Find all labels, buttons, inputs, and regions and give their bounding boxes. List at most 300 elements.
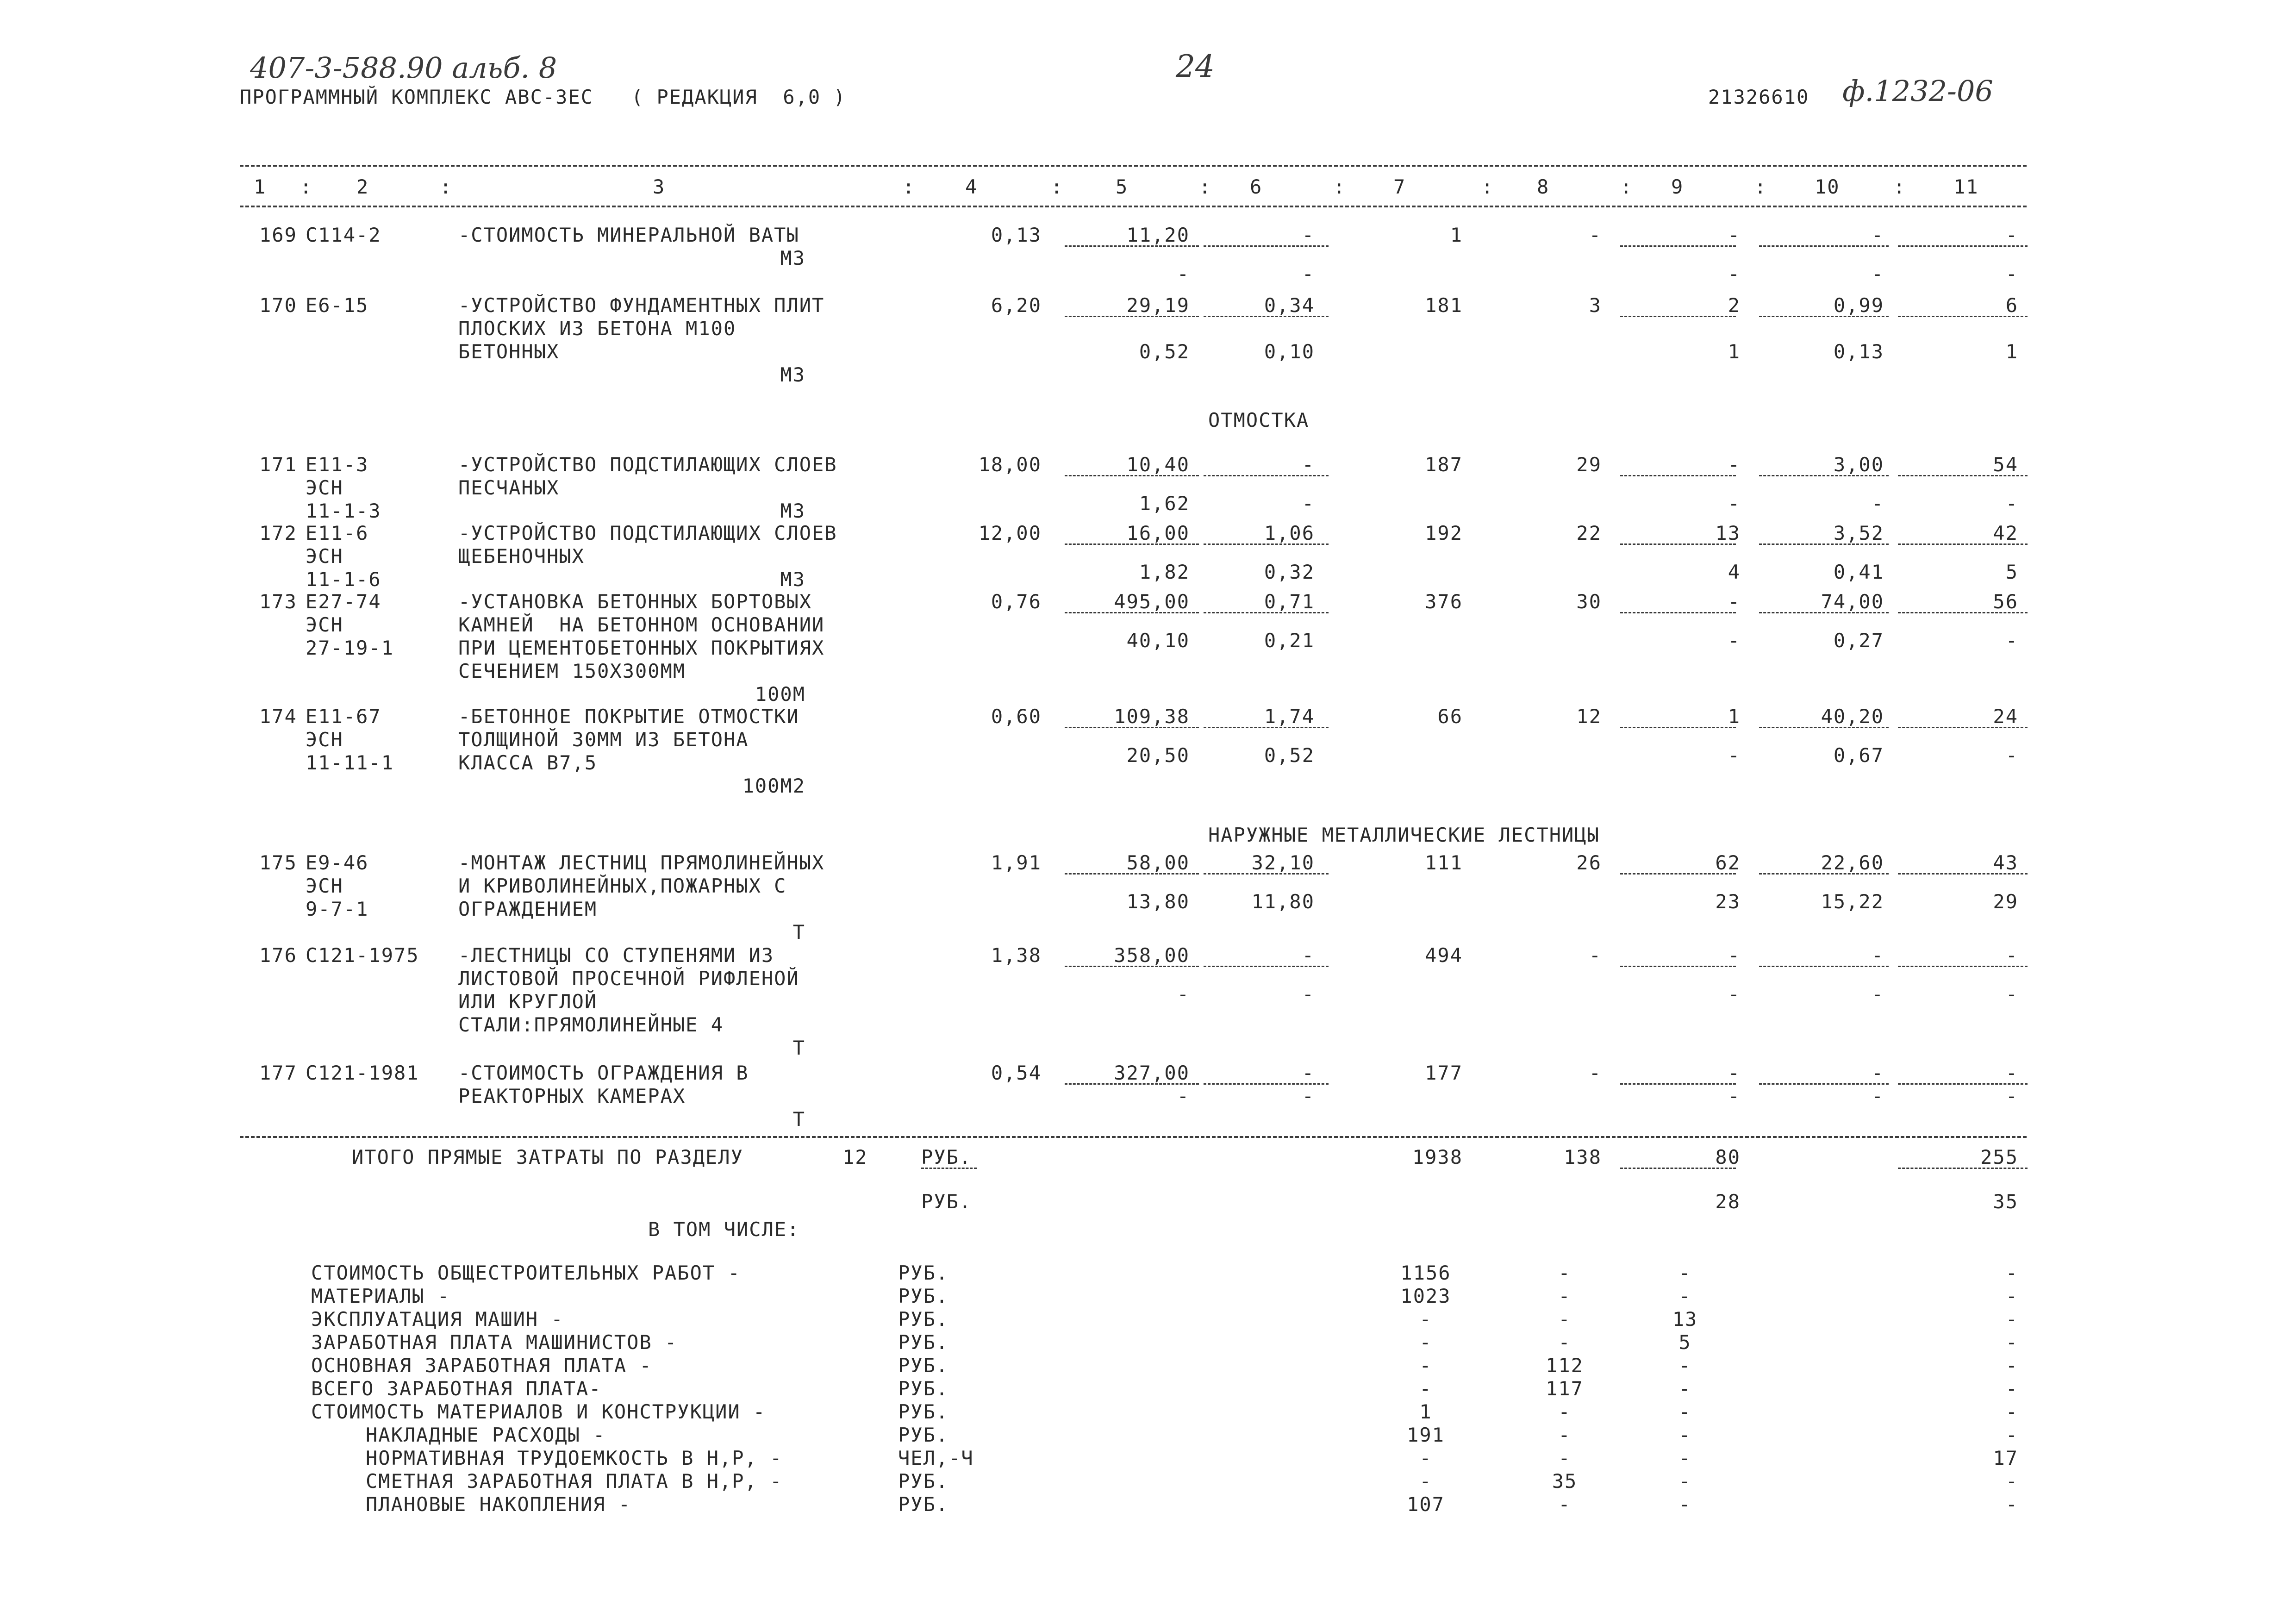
breakdown-c9: - bbox=[1678, 1377, 1691, 1400]
cell-c9b: 4 bbox=[1728, 561, 1741, 583]
cell-c5b: 13,80 bbox=[1126, 890, 1190, 913]
row-description: ЩЕБЕНОЧНЫХ bbox=[458, 545, 585, 568]
cell-c9b: - bbox=[1728, 262, 1741, 285]
breakdown-c8: 112 bbox=[1546, 1354, 1584, 1377]
cell-c5b: - bbox=[1177, 262, 1190, 285]
cell-c8: 3 bbox=[1589, 294, 1602, 317]
cell-c7: 494 bbox=[1425, 944, 1463, 967]
divider-c6 bbox=[1204, 612, 1329, 613]
cell-c9: - bbox=[1728, 1062, 1741, 1084]
breakdown-c9: - bbox=[1678, 1400, 1691, 1423]
breakdown-c11: - bbox=[2005, 1400, 2018, 1423]
divider-c5 bbox=[1065, 316, 1199, 317]
breakdown-c9: - bbox=[1678, 1262, 1691, 1284]
cell-c5: 109,38 bbox=[1114, 705, 1190, 728]
including-label: В ТОМ ЧИСЛЕ: bbox=[648, 1218, 800, 1241]
cell-c5b: - bbox=[1177, 983, 1190, 1006]
cell-c4: 0,60 bbox=[991, 705, 1042, 728]
row-code: 11-1-6 bbox=[306, 568, 381, 591]
row-code: Е6-15 bbox=[306, 294, 369, 317]
breakdown-label: МАТЕРИАЛЫ - bbox=[311, 1285, 450, 1307]
cell-c4: 0,76 bbox=[991, 590, 1042, 613]
column-header-9: 9 bbox=[1671, 175, 1684, 198]
breakdown-c7: 1 bbox=[1419, 1400, 1432, 1423]
row-unit: 100М bbox=[755, 683, 805, 706]
divider-c11 bbox=[1898, 727, 2028, 728]
column-header-8: 8 bbox=[1537, 175, 1550, 198]
row-code: 27-19-1 bbox=[306, 637, 394, 659]
divider-c9 bbox=[1620, 543, 1736, 545]
breakdown-c7: 107 bbox=[1407, 1493, 1445, 1516]
cell-c9b: 1 bbox=[1728, 340, 1741, 363]
row-description: БЕТОННЫХ bbox=[458, 340, 560, 363]
cell-c10: 74,00 bbox=[1821, 590, 1884, 613]
breakdown-c8: - bbox=[1558, 1331, 1571, 1354]
breakdown-unit: РУБ. bbox=[898, 1493, 949, 1516]
cell-c11b: - bbox=[2005, 1085, 2018, 1107]
divider-c5 bbox=[1065, 612, 1199, 613]
row-unit: Т bbox=[792, 1037, 805, 1059]
row-number: 173 bbox=[259, 590, 297, 613]
row-code: 11-1-3 bbox=[306, 500, 381, 522]
cell-c11: 42 bbox=[1993, 522, 2018, 544]
breakdown-c8: - bbox=[1558, 1447, 1571, 1469]
breakdown-c9: - bbox=[1678, 1470, 1691, 1493]
cell-c7: 181 bbox=[1425, 294, 1463, 317]
breakdown-label: ЭКСПЛУАТАЦИЯ МАШИН - bbox=[311, 1308, 564, 1330]
total-c9-second: 28 bbox=[1715, 1190, 1741, 1213]
column-header-10: 10 bbox=[1815, 175, 1840, 198]
row-code: 11-11-1 bbox=[306, 751, 394, 774]
cell-c6: 0,34 bbox=[1264, 294, 1315, 317]
total-c11: 255 bbox=[1980, 1146, 2018, 1168]
column-header-6: 6 bbox=[1250, 175, 1263, 198]
cell-c11: - bbox=[2005, 1062, 2018, 1084]
row-code: ЭСН bbox=[306, 545, 343, 568]
row-unit: М3 bbox=[780, 568, 805, 591]
breakdown-c8: - bbox=[1558, 1400, 1571, 1423]
breakdown-c9: - bbox=[1678, 1493, 1691, 1516]
row-number: 174 bbox=[259, 705, 297, 728]
cell-c9b: - bbox=[1728, 492, 1741, 515]
cell-c11b: - bbox=[2005, 492, 2018, 515]
column-separator: : bbox=[1051, 175, 1064, 198]
divider-c9 bbox=[1620, 1083, 1736, 1085]
row-code: Е11-67 bbox=[306, 705, 381, 728]
cell-c5b: 1,82 bbox=[1139, 561, 1190, 583]
cell-c5: 58,00 bbox=[1126, 851, 1190, 874]
breakdown-c9: - bbox=[1678, 1285, 1691, 1307]
divider-c11 bbox=[1898, 873, 2028, 874]
divider-c10 bbox=[1759, 612, 1889, 613]
cell-c5b: 40,10 bbox=[1126, 629, 1190, 652]
cell-c10b: 0,41 bbox=[1833, 561, 1884, 583]
cell-c5b: 1,62 bbox=[1139, 492, 1190, 515]
divider-c9 bbox=[1620, 966, 1736, 967]
divider-c9 bbox=[1620, 475, 1736, 476]
breakdown-unit: РУБ. bbox=[898, 1308, 949, 1330]
breakdown-label: СМЕТНАЯ ЗАРАБОТНАЯ ПЛАТА В Н,Р, - bbox=[366, 1470, 783, 1493]
column-header-11: 11 bbox=[1953, 175, 1979, 198]
row-unit: Т bbox=[792, 1108, 805, 1131]
breakdown-c8: - bbox=[1558, 1308, 1571, 1330]
handwritten-reference: 407-3-588.90 альб. 8 bbox=[250, 51, 557, 85]
cell-c8: 12 bbox=[1576, 705, 1602, 728]
row-description: ИЛИ КРУГЛОЙ bbox=[458, 990, 598, 1013]
divider-c9 bbox=[1620, 316, 1736, 317]
cell-c10: 3,00 bbox=[1833, 453, 1884, 476]
column-separator: : bbox=[903, 175, 916, 198]
cell-c6b: 11,80 bbox=[1251, 890, 1315, 913]
cell-c5: 327,00 bbox=[1114, 1062, 1190, 1084]
cell-c11: 6 bbox=[2005, 294, 2018, 317]
breakdown-label: ЗАРАБОТНАЯ ПЛАТА МАШИНИСТОВ - bbox=[311, 1331, 678, 1354]
cell-c11b: 1 bbox=[2005, 340, 2018, 363]
cell-c5b: 0,52 bbox=[1139, 340, 1190, 363]
breakdown-c7: - bbox=[1419, 1354, 1432, 1377]
cell-c10b: 0,13 bbox=[1833, 340, 1884, 363]
breakdown-label: ОСНОВНАЯ ЗАРАБОТНАЯ ПЛАТА - bbox=[311, 1354, 652, 1377]
cell-c9b: - bbox=[1728, 744, 1741, 767]
column-separator: : bbox=[1620, 175, 1633, 198]
row-description: ТОЛЩИНОЙ 30ММ ИЗ БЕТОНА bbox=[458, 728, 749, 751]
table-bottom-rule bbox=[240, 1136, 2027, 1138]
cell-c8: 26 bbox=[1576, 851, 1602, 874]
column-separator: : bbox=[1333, 175, 1346, 198]
breakdown-label: СТОИМОСТЬ МАТЕРИАЛОВ И КОНСТРУКЦИИ - bbox=[311, 1400, 766, 1423]
cell-c6: - bbox=[1302, 944, 1315, 967]
cell-c11: 54 bbox=[1993, 453, 2018, 476]
divider-c11 bbox=[1898, 245, 2028, 247]
row-description: -УСТРОЙСТВО ПОДСТИЛАЮЩИХ СЛОЕВ bbox=[458, 522, 837, 544]
cell-c6: 32,10 bbox=[1251, 851, 1315, 874]
total-c9: 80 bbox=[1715, 1146, 1741, 1168]
total-unit-second: РУБ. bbox=[921, 1190, 972, 1213]
divider-c6 bbox=[1204, 245, 1329, 247]
cell-c11b: 29 bbox=[1993, 890, 2018, 913]
row-number: 177 bbox=[259, 1062, 297, 1084]
divider-c6 bbox=[1204, 316, 1329, 317]
cell-c5: 11,20 bbox=[1126, 224, 1190, 246]
total-divider-c11 bbox=[1898, 1168, 2028, 1169]
column-header-7: 7 bbox=[1393, 175, 1406, 198]
cell-c4: 12,00 bbox=[978, 522, 1042, 544]
cell-c7: 376 bbox=[1425, 590, 1463, 613]
divider-c9 bbox=[1620, 873, 1736, 874]
cell-c6: - bbox=[1302, 1062, 1315, 1084]
divider-c5 bbox=[1065, 966, 1199, 967]
cell-c10b: - bbox=[1871, 262, 1884, 285]
row-code: ЭСН bbox=[306, 613, 343, 636]
total-c7: 1938 bbox=[1412, 1146, 1463, 1168]
cell-c6b: 0,21 bbox=[1264, 629, 1315, 652]
row-description: -ЛЕСТНИЦЫ СО СТУПЕНЯМИ ИЗ bbox=[458, 944, 774, 967]
page-header bbox=[0, 0, 2296, 139]
row-description: ЛИСТОВОЙ ПРОСЕЧНОЙ РИФЛЕНОЙ bbox=[458, 967, 799, 990]
cell-c7: 177 bbox=[1425, 1062, 1463, 1084]
cell-c9: - bbox=[1728, 453, 1741, 476]
total-unit: РУБ. bbox=[921, 1146, 972, 1168]
table-top-rule bbox=[240, 165, 2027, 167]
row-description: КАМНЕЙ НА БЕТОННОМ ОСНОВАНИИ bbox=[458, 613, 825, 636]
divider-c5 bbox=[1065, 475, 1199, 476]
breakdown-c11: - bbox=[2005, 1377, 2018, 1400]
divider-c9 bbox=[1620, 727, 1736, 728]
row-description: -СТОИМОСТЬ МИНЕРАЛЬНОЙ ВАТЫ bbox=[458, 224, 799, 246]
page-number: 24 bbox=[1176, 49, 1215, 84]
cell-c9: - bbox=[1728, 224, 1741, 246]
handwritten-code: ф.1232-06 bbox=[1842, 74, 1993, 108]
breakdown-c7: - bbox=[1419, 1308, 1432, 1330]
divider-c9 bbox=[1620, 245, 1736, 247]
breakdown-c11: - bbox=[2005, 1308, 2018, 1330]
breakdown-unit: РУБ. bbox=[898, 1424, 949, 1446]
column-header-3: 3 bbox=[653, 175, 666, 198]
divider-c11 bbox=[1898, 316, 2028, 317]
row-number: 171 bbox=[259, 453, 297, 476]
cell-c5: 495,00 bbox=[1114, 590, 1190, 613]
cell-c7: 66 bbox=[1437, 705, 1463, 728]
breakdown-label: СТОИМОСТЬ ОБЩЕСТРОИТЕЛЬНЫХ РАБОТ - bbox=[311, 1262, 741, 1284]
breakdown-unit: ЧЕЛ,-Ч bbox=[898, 1447, 974, 1469]
cell-c9b: - bbox=[1728, 1085, 1741, 1107]
total-label: ИТОГО ПРЯМЫЕ ЗАТРАТЫ ПО РАЗДЕЛУ bbox=[352, 1146, 743, 1168]
divider-c10 bbox=[1759, 873, 1889, 874]
cell-c10: - bbox=[1871, 944, 1884, 967]
row-code: С121-1981 bbox=[306, 1062, 419, 1084]
row-description: -МОНТАЖ ЛЕСТНИЦ ПРЯМОЛИНЕЙНЫХ bbox=[458, 851, 825, 874]
column-header-4: 4 bbox=[965, 175, 978, 198]
column-header-1: 1 bbox=[254, 175, 267, 198]
cell-c10: 22,60 bbox=[1821, 851, 1884, 874]
total-c8: 138 bbox=[1564, 1146, 1602, 1168]
row-code: С114-2 bbox=[306, 224, 381, 246]
cell-c8: 30 bbox=[1576, 590, 1602, 613]
cell-c5b: - bbox=[1177, 1085, 1190, 1107]
cell-c8: 22 bbox=[1576, 522, 1602, 544]
breakdown-c9: 5 bbox=[1678, 1331, 1691, 1354]
row-description: КЛАССА В7,5 bbox=[458, 751, 598, 774]
breakdown-c9: 13 bbox=[1672, 1308, 1698, 1330]
cell-c10: 40,20 bbox=[1821, 705, 1884, 728]
breakdown-c11: 17 bbox=[1993, 1447, 2018, 1469]
cell-c11: - bbox=[2005, 944, 2018, 967]
row-description: ПЛОСКИХ ИЗ БЕТОНА М100 bbox=[458, 317, 736, 340]
breakdown-label: НОРМАТИВНАЯ ТРУДОЕМКОСТЬ В Н,Р, - bbox=[366, 1447, 783, 1469]
breakdown-c11: - bbox=[2005, 1493, 2018, 1516]
row-number: 176 bbox=[259, 944, 297, 967]
divider-c10 bbox=[1759, 966, 1889, 967]
cell-c9: 62 bbox=[1715, 851, 1741, 874]
breakdown-unit: РУБ. bbox=[898, 1377, 949, 1400]
column-separator: : bbox=[300, 175, 313, 198]
cell-c10b: 0,67 bbox=[1833, 744, 1884, 767]
cell-c10b: 0,27 bbox=[1833, 629, 1884, 652]
breakdown-unit: РУБ. bbox=[898, 1400, 949, 1423]
row-description: ПРИ ЦЕМЕНТОБЕТОННЫХ ПОКРЫТИЯХ bbox=[458, 637, 825, 659]
breakdown-c7: - bbox=[1419, 1331, 1432, 1354]
breakdown-unit: РУБ. bbox=[898, 1262, 949, 1284]
cell-c11b: - bbox=[2005, 744, 2018, 767]
document-code: 21326610 bbox=[1708, 86, 1809, 108]
row-unit: Т bbox=[792, 921, 805, 943]
cell-c9b: 23 bbox=[1715, 890, 1741, 913]
row-description: ПЕСЧАНЫХ bbox=[458, 476, 560, 499]
breakdown-c11: - bbox=[2005, 1331, 2018, 1354]
row-number: 175 bbox=[259, 851, 297, 874]
cell-c5: 10,40 bbox=[1126, 453, 1190, 476]
breakdown-c11: - bbox=[2005, 1285, 2018, 1307]
divider-c11 bbox=[1898, 543, 2028, 545]
cell-c6: - bbox=[1302, 453, 1315, 476]
total-c11-second: 35 bbox=[1993, 1190, 2018, 1213]
breakdown-c8: - bbox=[1558, 1424, 1571, 1446]
breakdown-c7: - bbox=[1419, 1447, 1432, 1469]
divider-c5 bbox=[1065, 245, 1199, 247]
cell-c7: 111 bbox=[1425, 851, 1463, 874]
row-description: СЕЧЕНИЕМ 150Х300ММ bbox=[458, 660, 686, 682]
section-title-stairs: НАРУЖНЫЕ МЕТАЛЛИЧЕСКИЕ ЛЕСТНИЦЫ bbox=[1208, 824, 1600, 846]
divider-c11 bbox=[1898, 612, 2028, 613]
cell-c9b: - bbox=[1728, 629, 1741, 652]
row-description: -СТОИМОСТЬ ОГРАЖДЕНИЯ В bbox=[458, 1062, 749, 1084]
row-description: -БЕТОННОЕ ПОКРЫТИЕ ОТМОСТКИ bbox=[458, 705, 799, 728]
breakdown-c8: - bbox=[1558, 1285, 1571, 1307]
cell-c6: 1,06 bbox=[1264, 522, 1315, 544]
divider-c10 bbox=[1759, 475, 1889, 476]
cell-c8: - bbox=[1589, 224, 1602, 246]
cell-c4: 1,91 bbox=[991, 851, 1042, 874]
cell-c11: 43 bbox=[1993, 851, 2018, 874]
cell-c9: 1 bbox=[1728, 705, 1741, 728]
breakdown-c11: - bbox=[2005, 1354, 2018, 1377]
total-section: 12 bbox=[842, 1146, 868, 1168]
row-description: И КРИВОЛИНЕЙНЫХ,ПОЖАРНЫХ С bbox=[458, 874, 787, 897]
row-number: 170 bbox=[259, 294, 297, 317]
total-divider-c9 bbox=[1620, 1168, 1736, 1169]
cell-c10b: - bbox=[1871, 1085, 1884, 1107]
breakdown-unit: РУБ. bbox=[898, 1285, 949, 1307]
cell-c7: 1 bbox=[1450, 224, 1463, 246]
cell-c10: 3,52 bbox=[1833, 522, 1884, 544]
cell-c11b: 5 bbox=[2005, 561, 2018, 583]
divider-c10 bbox=[1759, 727, 1889, 728]
cell-c11b: - bbox=[2005, 629, 2018, 652]
cell-c5: 358,00 bbox=[1114, 944, 1190, 967]
cell-c6b: - bbox=[1302, 262, 1315, 285]
cell-c6b: 0,32 bbox=[1264, 561, 1315, 583]
column-separator: : bbox=[1893, 175, 1906, 198]
row-description: СТАЛИ:ПРЯМОЛИНЕЙНЫЕ 4 bbox=[458, 1013, 724, 1036]
breakdown-c11: - bbox=[2005, 1470, 2018, 1493]
breakdown-c8: 35 bbox=[1552, 1470, 1578, 1493]
cell-c11: 24 bbox=[1993, 705, 2018, 728]
row-unit: М3 bbox=[780, 247, 805, 269]
cell-c11b: - bbox=[2005, 262, 2018, 285]
cell-c4: 6,20 bbox=[991, 294, 1042, 317]
breakdown-label: НАКЛАДНЫЕ РАСХОДЫ - bbox=[366, 1424, 606, 1446]
breakdown-c7: 1156 bbox=[1400, 1262, 1451, 1284]
cell-c4: 0,54 bbox=[991, 1062, 1042, 1084]
cell-c6b: 0,52 bbox=[1264, 744, 1315, 767]
divider-c5 bbox=[1065, 727, 1199, 728]
row-code: ЭСН bbox=[306, 874, 343, 897]
cell-c10b: - bbox=[1871, 492, 1884, 515]
table-header-rule bbox=[240, 206, 2027, 207]
column-separator: : bbox=[440, 175, 453, 198]
row-description: -УСТРОЙСТВО ФУНДАМЕНТНЫХ ПЛИТ bbox=[458, 294, 825, 317]
row-unit: 100М2 bbox=[742, 775, 805, 797]
breakdown-c8: - bbox=[1558, 1493, 1571, 1516]
cell-c5: 16,00 bbox=[1126, 522, 1190, 544]
divider-c6 bbox=[1204, 966, 1329, 967]
breakdown-unit: РУБ. bbox=[898, 1331, 949, 1354]
cell-c9: 13 bbox=[1715, 522, 1741, 544]
breakdown-c9: - bbox=[1678, 1447, 1691, 1469]
column-header-2: 2 bbox=[356, 175, 369, 198]
divider-c9 bbox=[1620, 612, 1736, 613]
cell-c8: - bbox=[1589, 944, 1602, 967]
divider-c6 bbox=[1204, 475, 1329, 476]
cell-c4: 1,38 bbox=[991, 944, 1042, 967]
row-code: С121-1975 bbox=[306, 944, 419, 967]
breakdown-c8: - bbox=[1558, 1262, 1571, 1284]
cell-c8: - bbox=[1589, 1062, 1602, 1084]
cell-c6: - bbox=[1302, 224, 1315, 246]
breakdown-c9: - bbox=[1678, 1424, 1691, 1446]
cell-c5: 29,19 bbox=[1126, 294, 1190, 317]
row-code: ЭСН bbox=[306, 476, 343, 499]
cell-c6: 1,74 bbox=[1264, 705, 1315, 728]
divider-c10 bbox=[1759, 1083, 1889, 1085]
cell-c9: - bbox=[1728, 590, 1741, 613]
cell-c6b: - bbox=[1302, 1085, 1315, 1107]
cell-c6b: - bbox=[1302, 492, 1315, 515]
cell-c9b: - bbox=[1728, 983, 1741, 1006]
cell-c4: 0,13 bbox=[991, 224, 1042, 246]
row-code: Е11-3 bbox=[306, 453, 369, 476]
row-code: Е9-46 bbox=[306, 851, 369, 874]
cell-c8: 29 bbox=[1576, 453, 1602, 476]
breakdown-c7: - bbox=[1419, 1377, 1432, 1400]
breakdown-c7: 1023 bbox=[1400, 1285, 1451, 1307]
cell-c6b: - bbox=[1302, 983, 1315, 1006]
breakdown-label: ВСЕГО ЗАРАБОТНАЯ ПЛАТА- bbox=[311, 1377, 602, 1400]
cell-c5b: 20,50 bbox=[1126, 744, 1190, 767]
cell-c4: 18,00 bbox=[978, 453, 1042, 476]
divider-c10 bbox=[1759, 245, 1889, 247]
cell-c11: - bbox=[2005, 224, 2018, 246]
breakdown-unit: РУБ. bbox=[898, 1470, 949, 1493]
row-code: 9-7-1 bbox=[306, 898, 369, 920]
row-code: Е11-6 bbox=[306, 522, 369, 544]
breakdown-c11: - bbox=[2005, 1424, 2018, 1446]
breakdown-c7: - bbox=[1419, 1470, 1432, 1493]
program-title: ПРОГРАММНЫЙ КОМПЛЕКС АВС-ЗЕС ( РЕДАКЦИЯ 6,0 ) bbox=[240, 86, 846, 108]
section-title-otmostka: ОТМОСТКА bbox=[1208, 409, 1310, 431]
row-description: -УСТРОЙСТВО ПОДСТИЛАЮЩИХ СЛОЕВ bbox=[458, 453, 837, 476]
cell-c10: - bbox=[1871, 224, 1884, 246]
cell-c9: 2 bbox=[1728, 294, 1741, 317]
divider-c6 bbox=[1204, 543, 1329, 545]
row-number: 169 bbox=[259, 224, 297, 246]
row-unit: М3 bbox=[780, 500, 805, 522]
row-number: 172 bbox=[259, 522, 297, 544]
cell-c7: 187 bbox=[1425, 453, 1463, 476]
row-description: РЕАКТОРНЫХ КАМЕРАХ bbox=[458, 1085, 686, 1107]
column-separator: : bbox=[1199, 175, 1212, 198]
column-separator: : bbox=[1754, 175, 1767, 198]
